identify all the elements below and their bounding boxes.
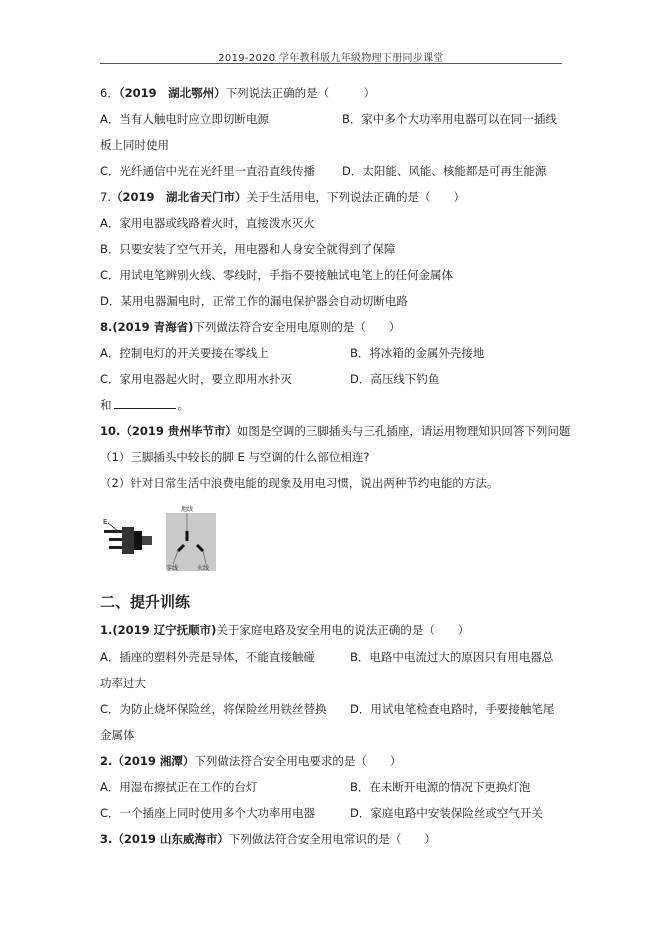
question-number: 2. [100,754,113,768]
page-header: 2019-2020 学年教科版九年级物理下册同步课堂 [218,53,444,64]
fill-in-fragment [100,398,189,412]
answer-blank [114,398,176,409]
question-text: 下列做法符合安全用电常识的是（ ） [228,832,436,846]
question-source: (2019 辽宁抚顺市) [112,623,217,637]
prong [109,538,122,541]
question-text: 关于家庭电路及安全用电的说法正确的是（ ） [216,623,470,637]
p1-option-b: B．电路中电流过大的原因只有用电器总 [350,650,554,664]
p2-option-d: D．家庭电路中安装保险丝或空气开关 [350,806,543,820]
q6-option-b-continued: 板上同时使用 [100,138,169,152]
question-10-stem [100,424,570,438]
p1-option-a: A．插座的塑料外壳是导体，不能直接触碰 [100,650,315,664]
practice-1-stem [100,623,469,637]
q6-option-c: C．光纤通信中光在光纤里一直沿直线传播 [100,164,316,178]
question-source: （2019 山东威海市） [112,832,229,846]
header-divider [100,63,562,64]
q7-option-d: D．某用电器漏电时，正常工作的漏电保护器会自动切断电路 [100,294,408,308]
ground-label: 地线 [181,506,194,513]
question-source: （2019 湖北鄂州） [118,86,226,100]
q7-option-b: B．只要安装了空气开关，用电器和人身安全就得到了保障 [100,242,396,256]
plug-cable [142,536,152,545]
prong [109,546,122,549]
three-prong-plug-figure [100,514,156,566]
q10-subquestion-1: （1）三脚插头中较长的脚 E 与空调的什么部位相连? [100,450,370,464]
p1-option-d-continued: 金属体 [100,728,135,742]
practice-2-stem [100,754,401,768]
p2-option-b: B．在未断开电源的情况下更换灯泡 [350,780,531,794]
p1-option-c: C．为防止烧坏保险丝，将保险丝用铁丝替换 [100,702,327,716]
question-source: （2019 贵州毕节市） [120,424,237,438]
q6-option-d: D．太阳能、风能、核能都是可再生能源 [342,164,547,178]
q10-subquestion-2: （2）针对日常生活中浪费电能的现象及用电习惯，说出两种节约电能的方法。 [100,476,499,490]
q7-option-a: A．家用电器或线路着火时，直接泼水灭火 [100,216,315,230]
plug-head [122,527,134,554]
p2-option-a: A．用湿布擦拭正在工作的台灯 [100,780,258,794]
question-number: 7. [100,190,111,204]
q6-option-b: B．家中多个大功率用电器可以在同一插线 [342,112,557,126]
section-heading: 二、提升训练 [100,593,191,611]
question-number: 8. [100,320,113,334]
fragment-prefix: 和 [100,398,112,412]
q8-option-d: D．高压线下钓鱼 [350,372,440,386]
prong-e-label: E [103,518,108,526]
question-number: 6． [100,86,119,100]
question-number: 3. [100,832,113,846]
question-text: 如图是空调的三脚插头与三孔插座，请运用物理知识回答下列问题 [236,424,571,438]
prong-e [104,530,122,533]
question-8-stem [100,320,400,334]
three-hole-socket-figure [164,503,220,575]
question-6-stem [100,86,375,100]
p1-option-d: D．用试电笔检查电路时，手要接触笔尾 [350,702,555,716]
question-source: （2019 湖北省天门市） [110,190,247,204]
question-text: 下列做法符合安全用电原则的是（ ） [193,320,401,334]
q8-option-c: C．家用电器起火时，要立即用水扑灭 [100,372,293,386]
q6-option-a: A．当有人触电时应立即切断电源 [100,112,269,126]
plug-body [134,531,142,550]
question-source: （2019 湘潭） [112,754,195,768]
question-source: (2019 青海省) [112,320,194,334]
p1-option-b-continued: 功率过大 [100,676,146,690]
p2-option-c: C．一个插座上同时使用多个大功率用电器 [100,806,316,820]
practice-3-stem [100,832,436,846]
q7-option-c: C．用试电笔辨别火线、零线时，手指不要接触试电笔上的任何金属体 [100,268,454,282]
ground-hole [186,531,189,541]
question-7-stem [100,190,465,204]
label-pointer [108,523,118,531]
live-label: 火线 [197,565,210,572]
neutral-label: 零线 [166,565,179,572]
fragment-suffix: 。 [177,398,189,412]
q8-option-a: A．控制电灯的开关要接在零线上 [100,346,269,360]
question-number: 10. [100,424,121,438]
question-text: 关于生活用电，下列说法正确的是（ ） [246,190,465,204]
question-text: 下列做法符合安全用电要求的是（ ） [194,754,402,768]
q8-option-b: B．将冰箱的金属外壳接地 [350,346,485,360]
question-number: 1. [100,623,113,637]
question-text: 下列说法正确的是（ ） [225,86,376,100]
